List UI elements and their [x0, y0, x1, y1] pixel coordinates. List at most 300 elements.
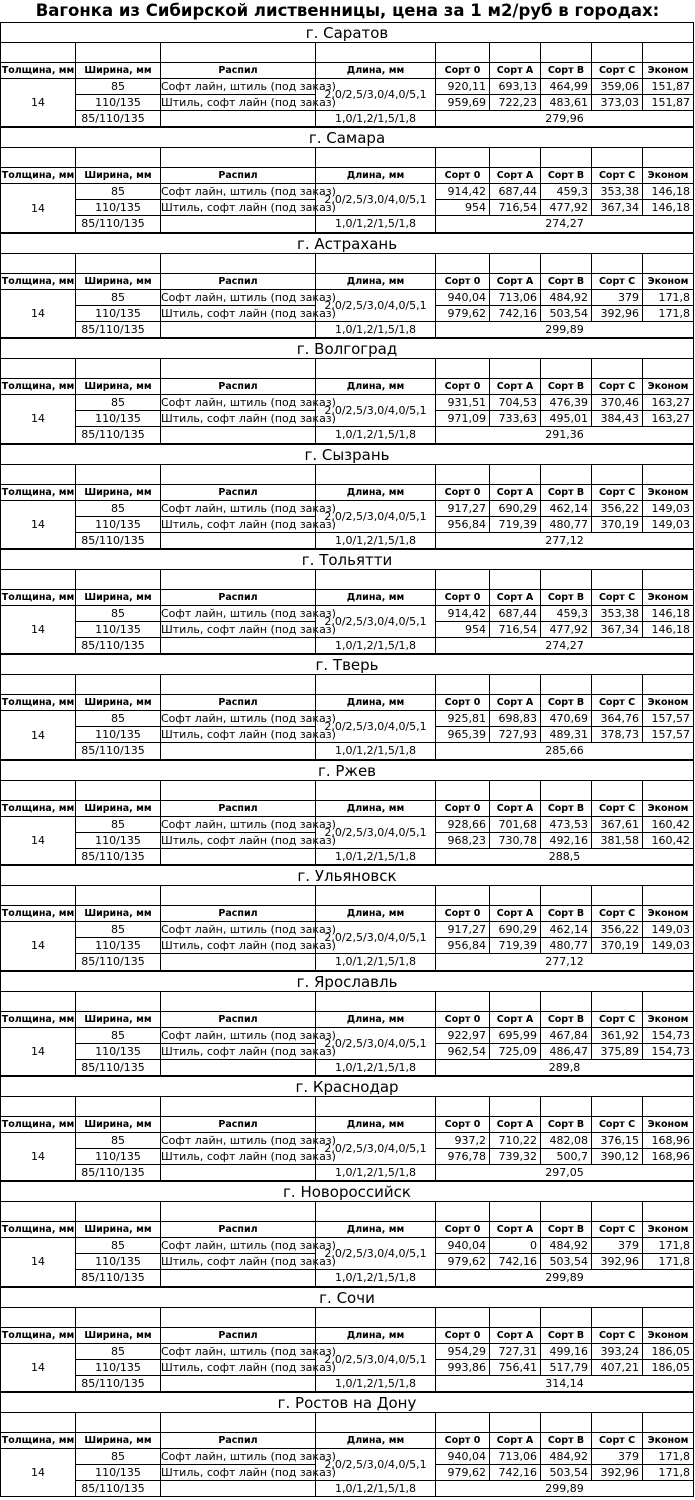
spacer-cell — [436, 254, 490, 274]
spacer-cell — [0, 465, 76, 485]
header-sort-0: Сорт 0 — [436, 1433, 490, 1449]
city-block — [0, 760, 694, 865]
spacer-cell — [592, 254, 643, 274]
cut-type: Софт лайн, штиль (под заказ) — [161, 1344, 336, 1358]
length-value: 2,0/2,5/3,0/4,0/5,1 — [316, 711, 436, 743]
price-sort-c: 367,61 — [592, 817, 643, 833]
thickness-value: 14 — [0, 1344, 76, 1392]
price-sort-a: 756,41 — [490, 1360, 541, 1376]
spacer-cell — [316, 1202, 436, 1222]
length-value: 2,0/2,5/3,0/4,0/5,1 — [316, 1449, 436, 1481]
header-sort-a: Сорт А — [490, 1328, 541, 1344]
price-econom: 186,05 — [643, 1344, 694, 1360]
header-width: Ширина, мм — [76, 590, 161, 606]
cut-type: Софт лайн, штиль (под заказ) — [161, 290, 336, 304]
price-sort-0: 925,81 — [436, 711, 490, 727]
cut-type: Софт лайн, штиль (под заказ) — [161, 396, 336, 410]
city-name: г. Тверь — [0, 654, 694, 675]
width-value: 85 — [76, 395, 161, 411]
width-value: 85/110/135 — [76, 216, 161, 232]
spacer-cell — [436, 465, 490, 485]
spacer-cell — [76, 886, 161, 906]
header-sort-c: Сорт С — [592, 695, 643, 711]
price-sort-b: 477,92 — [541, 622, 592, 638]
price-sort-c: 356,22 — [592, 922, 643, 938]
header-width: Ширина, мм — [76, 63, 161, 79]
header-thickness: Толщина, мм — [0, 1222, 76, 1238]
price-econom: 160,42 — [643, 817, 694, 833]
header-sort-b: Сорт В — [541, 906, 592, 922]
price-econom: 146,18 — [643, 200, 694, 216]
length-value: 2,0/2,5/3,0/4,0/5,1 — [316, 79, 436, 111]
price-sort-b: 480,77 — [541, 517, 592, 533]
price-short-length: 314,14 — [436, 1376, 694, 1392]
header-cut: Распил — [161, 274, 316, 290]
price-sort-0: 931,51 — [436, 395, 490, 411]
price-sort-0: 922,97 — [436, 1028, 490, 1044]
header-econom: Эконом — [643, 485, 694, 501]
spacer-cell — [76, 254, 161, 274]
price-econom: 149,03 — [643, 501, 694, 517]
price-sort-a: 727,31 — [490, 1344, 541, 1360]
cut-type — [161, 216, 316, 232]
price-sort-c: 375,89 — [592, 1044, 643, 1060]
thickness-value: 14 — [0, 501, 76, 549]
price-econom: 163,27 — [643, 395, 694, 411]
price-econom: 171,8 — [643, 306, 694, 322]
city-block — [0, 1076, 694, 1181]
price-sort-0: 914,42 — [436, 184, 490, 200]
spacer-cell — [592, 1202, 643, 1222]
price-sort-a: 713,06 — [490, 290, 541, 306]
length-value: 1,0/1,2/1,5/1,8 — [316, 322, 436, 338]
header-sort-b: Сорт В — [541, 801, 592, 817]
price-sort-0: 993,86 — [436, 1360, 490, 1376]
width-value: 110/135 — [76, 95, 161, 111]
width-value: 85/110/135 — [76, 1060, 161, 1076]
header-thickness: Толщина, мм — [0, 695, 76, 711]
city-block — [0, 1181, 694, 1286]
spacer-cell — [490, 1202, 541, 1222]
spacer-cell — [541, 886, 592, 906]
spacer-cell — [76, 359, 161, 379]
price-sort-0: 940,04 — [436, 1449, 490, 1465]
cut-type: Штиль, софт лайн (под заказ) — [161, 1044, 336, 1058]
length-value: 1,0/1,2/1,5/1,8 — [316, 849, 436, 865]
price-sort-c: 376,15 — [592, 1133, 643, 1149]
price-sort-0: 954,29 — [436, 1344, 490, 1360]
spacer-cell — [436, 781, 490, 801]
thickness-value: 14 — [0, 606, 76, 654]
price-sort-0: 971,09 — [436, 411, 490, 427]
city-name: г. Тольятти — [0, 549, 694, 570]
header-sort-0: Сорт 0 — [436, 1222, 490, 1238]
header-width: Ширина, мм — [76, 695, 161, 711]
price-sort-a: 690,29 — [490, 501, 541, 517]
price-sort-a: 719,39 — [490, 517, 541, 533]
length-value: 1,0/1,2/1,5/1,8 — [316, 111, 436, 127]
header-thickness: Толщина, мм — [0, 1117, 76, 1133]
price-short-length: 299,89 — [436, 322, 694, 338]
cut-type — [161, 743, 316, 759]
spacer-cell — [541, 781, 592, 801]
spacer-cell — [0, 1097, 76, 1117]
spacer-cell — [643, 148, 694, 168]
city-block — [0, 1392, 694, 1497]
header-cut: Распил — [161, 801, 316, 817]
header-thickness: Толщина, мм — [0, 168, 76, 184]
price-sort-b: 484,92 — [541, 1238, 592, 1254]
header-sort-b: Сорт В — [541, 695, 592, 711]
spacer-cell — [0, 254, 76, 274]
price-sort-a: 733,63 — [490, 411, 541, 427]
header-width: Ширина, мм — [76, 801, 161, 817]
price-sort-b: 470,69 — [541, 711, 592, 727]
header-econom: Эконом — [643, 379, 694, 395]
price-sort-b: 484,92 — [541, 1449, 592, 1465]
length-value: 1,0/1,2/1,5/1,8 — [316, 1376, 436, 1392]
spacer-cell — [0, 148, 76, 168]
length-value: 1,0/1,2/1,5/1,8 — [316, 216, 436, 232]
cut-type — [161, 849, 316, 865]
width-value: 85/110/135 — [76, 1376, 161, 1392]
price-econom: 149,03 — [643, 517, 694, 533]
price-sort-c: 379 — [592, 290, 643, 306]
price-sort-c: 393,24 — [592, 1344, 643, 1360]
spacer-cell — [0, 781, 76, 801]
length-value: 1,0/1,2/1,5/1,8 — [316, 427, 436, 443]
spacer-cell — [436, 1097, 490, 1117]
length-value: 1,0/1,2/1,5/1,8 — [316, 1270, 436, 1286]
spacer-cell — [76, 465, 161, 485]
header-sort-b: Сорт В — [541, 1222, 592, 1238]
width-value: 85/110/135 — [76, 533, 161, 549]
header-sort-c: Сорт С — [592, 274, 643, 290]
header-sort-b: Сорт В — [541, 63, 592, 79]
width-value: 85/110/135 — [76, 1165, 161, 1181]
length-value: 1,0/1,2/1,5/1,8 — [316, 1060, 436, 1076]
price-sort-a: 716,54 — [490, 200, 541, 216]
header-sort-c: Сорт С — [592, 1328, 643, 1344]
city-name: г. Ульяновск — [0, 865, 694, 886]
price-sort-b: 467,84 — [541, 1028, 592, 1044]
price-sort-0: 979,62 — [436, 306, 490, 322]
length-value: 2,0/2,5/3,0/4,0/5,1 — [316, 290, 436, 322]
price-sort-0: 959,69 — [436, 95, 490, 111]
spacer-cell — [161, 1308, 316, 1328]
width-value: 85/110/135 — [76, 111, 161, 127]
price-short-length: 299,89 — [436, 1481, 694, 1497]
spacer-cell — [436, 359, 490, 379]
length-value: 2,0/2,5/3,0/4,0/5,1 — [316, 1133, 436, 1165]
price-sort-c: 392,96 — [592, 306, 643, 322]
header-sort-b: Сорт В — [541, 1117, 592, 1133]
city-name: г. Краснодар — [0, 1076, 694, 1097]
price-sort-a: 701,68 — [490, 817, 541, 833]
header-length: Длина, мм — [316, 1117, 436, 1133]
header-sort-b: Сорт В — [541, 1433, 592, 1449]
header-thickness: Толщина, мм — [0, 1328, 76, 1344]
spacer-cell — [316, 1308, 436, 1328]
header-cut: Распил — [161, 1433, 316, 1449]
spacer-cell — [592, 465, 643, 485]
length-value: 2,0/2,5/3,0/4,0/5,1 — [316, 1344, 436, 1376]
price-sort-b: 483,61 — [541, 95, 592, 111]
length-value: 1,0/1,2/1,5/1,8 — [316, 1481, 436, 1497]
length-value: 1,0/1,2/1,5/1,8 — [316, 1165, 436, 1181]
city-block — [0, 1287, 694, 1392]
price-sort-a: 742,16 — [490, 1465, 541, 1481]
length-value: 2,0/2,5/3,0/4,0/5,1 — [316, 1238, 436, 1270]
width-value: 85 — [76, 1344, 161, 1360]
width-value: 85/110/135 — [76, 638, 161, 654]
spacer-cell — [490, 886, 541, 906]
price-sort-c: 364,76 — [592, 711, 643, 727]
price-sort-a: 687,44 — [490, 606, 541, 622]
header-sort-b: Сорт В — [541, 274, 592, 290]
spacer-cell — [76, 992, 161, 1012]
price-sort-c: 392,96 — [592, 1254, 643, 1270]
price-econom: 163,27 — [643, 411, 694, 427]
spacer-cell — [161, 1413, 316, 1433]
spacer-cell — [541, 465, 592, 485]
header-thickness: Толщина, мм — [0, 906, 76, 922]
price-sort-a: 695,99 — [490, 1028, 541, 1044]
spacer-cell — [316, 886, 436, 906]
spacer-cell — [76, 1413, 161, 1433]
width-value: 85 — [76, 501, 161, 517]
price-sort-a: 742,16 — [490, 1254, 541, 1270]
header-cut: Распил — [161, 168, 316, 184]
price-sort-a: 704,53 — [490, 395, 541, 411]
price-econom: 154,73 — [643, 1028, 694, 1044]
cut-type — [161, 1376, 316, 1392]
spacer-cell — [76, 1308, 161, 1328]
price-sort-b: 503,54 — [541, 1465, 592, 1481]
price-short-length: 291,36 — [436, 427, 694, 443]
header-length: Длина, мм — [316, 1222, 436, 1238]
city-name: г. Волгоград — [0, 338, 694, 359]
length-value: 1,0/1,2/1,5/1,8 — [316, 533, 436, 549]
width-value: 85 — [76, 1238, 161, 1254]
price-short-length: 274,27 — [436, 638, 694, 654]
header-sort-c: Сорт С — [592, 1222, 643, 1238]
price-econom: 171,8 — [643, 290, 694, 306]
header-sort-a: Сорт А — [490, 1222, 541, 1238]
city-name: г. Сызрань — [0, 444, 694, 465]
price-sort-a: 693,13 — [490, 79, 541, 95]
header-econom: Эконом — [643, 1433, 694, 1449]
spacer-cell — [0, 1413, 76, 1433]
header-econom: Эконом — [643, 801, 694, 817]
spacer-cell — [76, 1097, 161, 1117]
header-cut: Распил — [161, 485, 316, 501]
price-short-length: 289,8 — [436, 1060, 694, 1076]
price-short-length: 274,27 — [436, 216, 694, 232]
spacer-cell — [643, 886, 694, 906]
city-block — [0, 444, 694, 549]
city-name: г. Астрахань — [0, 233, 694, 254]
spacer-cell — [161, 781, 316, 801]
price-sort-c: 370,46 — [592, 395, 643, 411]
spacer-cell — [316, 148, 436, 168]
price-sort-b: 503,54 — [541, 1254, 592, 1270]
price-sort-a: 719,39 — [490, 938, 541, 954]
price-sort-b: 492,16 — [541, 833, 592, 849]
city-name: г. Саратов — [0, 22, 694, 43]
header-sort-a: Сорт А — [490, 485, 541, 501]
spacer-cell — [643, 1413, 694, 1433]
header-cut: Распил — [161, 1328, 316, 1344]
cut-type: Софт лайн, штиль (под заказ) — [161, 923, 336, 937]
width-value: 85/110/135 — [76, 954, 161, 970]
spacer-cell — [592, 886, 643, 906]
length-value: 1,0/1,2/1,5/1,8 — [316, 954, 436, 970]
price-sort-c: 367,34 — [592, 622, 643, 638]
price-econom: 146,18 — [643, 184, 694, 200]
thickness-value: 14 — [0, 1449, 76, 1497]
header-width: Ширина, мм — [76, 1012, 161, 1028]
price-sort-c: 353,38 — [592, 184, 643, 200]
spacer-cell — [0, 886, 76, 906]
width-value: 110/135 — [76, 1149, 161, 1165]
header-thickness: Толщина, мм — [0, 379, 76, 395]
price-sort-0: 928,66 — [436, 817, 490, 833]
spacer-cell — [592, 359, 643, 379]
header-length: Длина, мм — [316, 1433, 436, 1449]
header-width: Ширина, мм — [76, 1433, 161, 1449]
spacer-cell — [643, 675, 694, 695]
city-name: г. Новороссийск — [0, 1181, 694, 1202]
price-econom: 149,03 — [643, 922, 694, 938]
spacer-cell — [643, 781, 694, 801]
spacer-cell — [316, 43, 436, 63]
header-width: Ширина, мм — [76, 485, 161, 501]
cut-type — [161, 427, 316, 443]
price-sort-0: 968,23 — [436, 833, 490, 849]
price-sort-c: 384,43 — [592, 411, 643, 427]
price-sort-b: 500,7 — [541, 1149, 592, 1165]
price-sort-a: 716,54 — [490, 622, 541, 638]
header-sort-a: Сорт А — [490, 801, 541, 817]
width-value: 110/135 — [76, 938, 161, 954]
header-sort-0: Сорт 0 — [436, 801, 490, 817]
price-sort-0: 956,84 — [436, 517, 490, 533]
header-sort-b: Сорт В — [541, 1012, 592, 1028]
price-econom: 157,57 — [643, 711, 694, 727]
header-sort-0: Сорт 0 — [436, 379, 490, 395]
length-value: 2,0/2,5/3,0/4,0/5,1 — [316, 606, 436, 638]
thickness-value: 14 — [0, 1238, 76, 1286]
header-sort-0: Сорт 0 — [436, 906, 490, 922]
city-name: г. Самара — [0, 127, 694, 148]
price-sort-b: 480,77 — [541, 938, 592, 954]
width-value: 85/110/135 — [76, 322, 161, 338]
price-sort-a: 727,93 — [490, 727, 541, 743]
header-sort-c: Сорт С — [592, 379, 643, 395]
header-sort-0: Сорт 0 — [436, 168, 490, 184]
cut-type: Софт лайн, штиль (под заказ) — [161, 80, 336, 93]
header-sort-c: Сорт С — [592, 63, 643, 79]
width-value: 110/135 — [76, 1254, 161, 1270]
price-econom: 146,18 — [643, 606, 694, 622]
header-length: Длина, мм — [316, 590, 436, 606]
header-sort-a: Сорт А — [490, 379, 541, 395]
spacer-cell — [436, 1413, 490, 1433]
header-sort-a: Сорт А — [490, 168, 541, 184]
city-block — [0, 549, 694, 654]
header-length: Длина, мм — [316, 274, 436, 290]
width-value: 85/110/135 — [76, 743, 161, 759]
header-sort-a: Сорт А — [490, 906, 541, 922]
price-sort-0: 917,27 — [436, 501, 490, 517]
width-value: 85 — [76, 711, 161, 727]
price-sort-c: 353,38 — [592, 606, 643, 622]
price-sort-c: 379 — [592, 1449, 643, 1465]
length-value: 2,0/2,5/3,0/4,0/5,1 — [316, 501, 436, 533]
length-value: 2,0/2,5/3,0/4,0/5,1 — [316, 184, 436, 216]
price-sort-b: 464,99 — [541, 79, 592, 95]
header-width: Ширина, мм — [76, 1117, 161, 1133]
header-cut: Распил — [161, 63, 316, 79]
cut-type: Штиль, софт лайн (под заказ) — [161, 622, 336, 636]
width-value: 85 — [76, 1449, 161, 1465]
width-value: 110/135 — [76, 622, 161, 638]
price-sort-0: 940,04 — [436, 290, 490, 306]
price-short-length: 277,12 — [436, 533, 694, 549]
spacer-cell — [592, 1097, 643, 1117]
thickness-value: 14 — [0, 711, 76, 759]
thickness-value: 14 — [0, 79, 76, 127]
spacer-cell — [161, 992, 316, 1012]
price-econom: 168,96 — [643, 1133, 694, 1149]
header-sort-c: Сорт С — [592, 485, 643, 501]
thickness-value: 14 — [0, 184, 76, 232]
price-econom: 160,42 — [643, 833, 694, 849]
length-value: 2,0/2,5/3,0/4,0/5,1 — [316, 817, 436, 849]
width-value: 85 — [76, 817, 161, 833]
price-sort-c: 361,92 — [592, 1028, 643, 1044]
cut-type: Штиль, софт лайн (под заказ) — [161, 939, 336, 953]
thickness-value: 14 — [0, 1133, 76, 1181]
spacer-cell — [541, 43, 592, 63]
price-sort-b: 499,16 — [541, 1344, 592, 1360]
spacer-cell — [76, 148, 161, 168]
price-sort-a: 687,44 — [490, 184, 541, 200]
city-block — [0, 127, 694, 232]
width-value: 110/135 — [76, 1360, 161, 1376]
length-value: 2,0/2,5/3,0/4,0/5,1 — [316, 1028, 436, 1060]
price-sort-a: 698,83 — [490, 711, 541, 727]
length-value: 2,0/2,5/3,0/4,0/5,1 — [316, 395, 436, 427]
spacer-cell — [592, 1413, 643, 1433]
header-sort-b: Сорт В — [541, 168, 592, 184]
thickness-value: 14 — [0, 922, 76, 970]
cut-type: Штиль, софт лайн (под заказ) — [161, 517, 336, 531]
price-sort-c: 359,06 — [592, 79, 643, 95]
price-sort-a: 722,23 — [490, 95, 541, 111]
header-sort-a: Сорт А — [490, 274, 541, 290]
spacer-cell — [0, 992, 76, 1012]
price-econom: 149,03 — [643, 938, 694, 954]
price-sort-c: 367,34 — [592, 200, 643, 216]
thickness-value: 14 — [0, 395, 76, 443]
header-sort-0: Сорт 0 — [436, 1012, 490, 1028]
width-value: 85 — [76, 1133, 161, 1149]
price-sort-0: 920,11 — [436, 79, 490, 95]
spacer-cell — [592, 1308, 643, 1328]
header-width: Ширина, мм — [76, 1222, 161, 1238]
